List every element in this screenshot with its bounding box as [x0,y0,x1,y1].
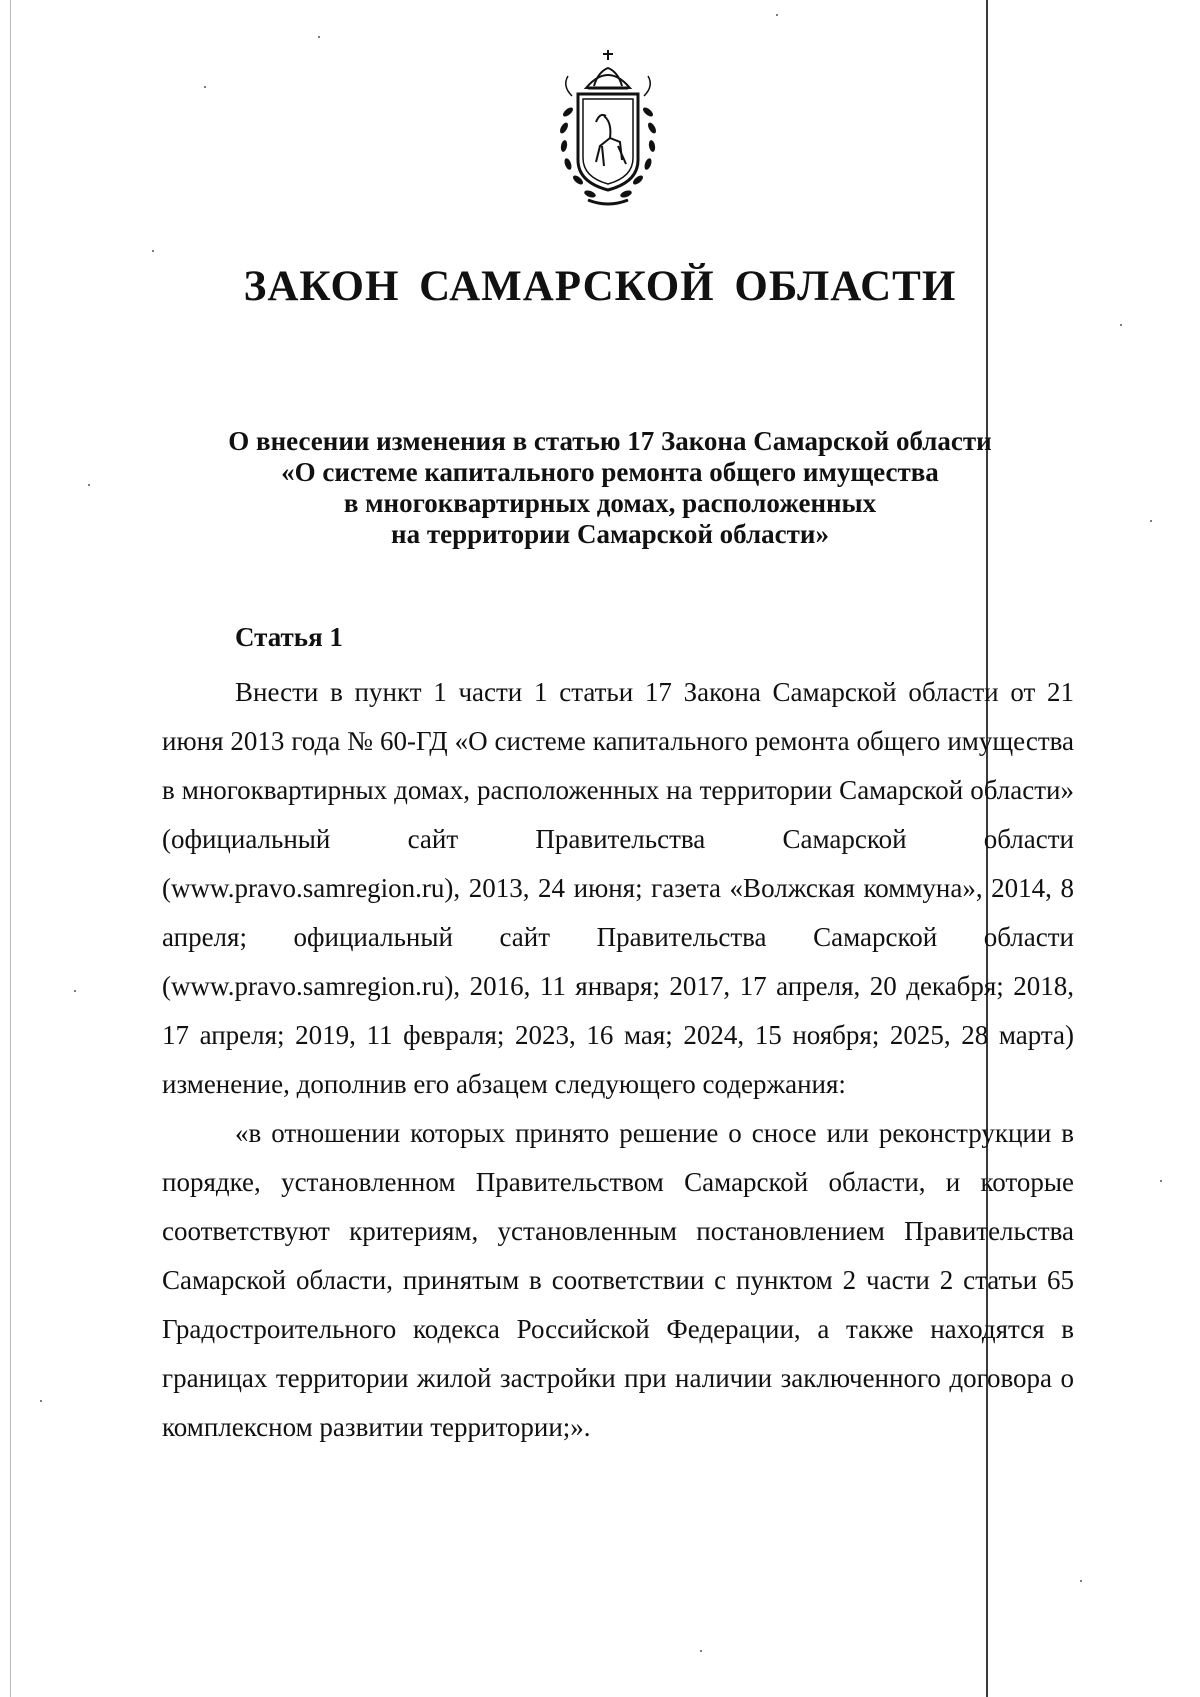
scan-left-edge [10,0,11,1697]
scan-speck [88,484,90,486]
scan-speck [1120,324,1122,326]
law-title-line: в многоквартирных домах, расположенных [343,488,877,518]
law-title-line: «О системе капитального ремонта общего имущества [281,457,939,487]
body-paragraph: Внести в пункт 1 части 1 статьи 17 Закона Самарской области от 21 июня 2013 года № 60-ГД «О системе капитального ремонта общего имущества в многоквартирных домах, расположенных на территории Самарской области» (официальный сайт Правительства Самарской области (www.pravo.samregion.ru), 2013, 24 июня; газета «Волжская коммуна», 2014, 8 апреля; официальный сайт Правительства Самарской области (www.pravo.samregion.ru), 2016, 11 января; 2017, 17 апреля, 20 декабря; 2018, 17 апреля; 2019, 11 февраля; 2023, 16 мая; 2024, 15 ноября; 2025, 28 марта) изменение, дополнив его абзацем следующего содержания: [162,677,1074,1099]
law-title-line: О внесении изменения в статью 17 Закона Самарской области [228,426,992,456]
scan-speck [204,86,206,88]
scan-speck [318,36,320,38]
scan-speck [1160,1180,1162,1182]
scan-speck [776,14,778,16]
article-body [162,668,1074,1452]
scan-speck [700,1650,702,1652]
scan-speck [1150,520,1152,522]
scan-speck [74,990,76,992]
law-title-line: на территории Самарской области» [391,519,829,549]
scan-speck [40,1400,42,1402]
document-heading: ЗАКОН САМАРСКОЙ ОБЛАСТИ [243,263,957,310]
article-heading: Статья 1 [235,622,343,652]
law-title [200,426,1020,550]
scan-speck [1080,1580,1082,1582]
body-paragraph: «в отношении которых принято решение о сносе или реконструкции в порядке, установленном Правительством Самарской области, и которые соответствуют критериям, установленным постановлением Правительства Самарской области, принятым в соответствии с пунктом 2 части 2 статьи 65 Градостроительного кодекса Российской Федерации, а также находятся в границах территории жилой застройки при наличии заключенного договора о комплексном развитии территории;». [162,1118,1074,1442]
scan-speck [152,250,154,252]
samara-coat-of-arms-icon [538,42,678,212]
